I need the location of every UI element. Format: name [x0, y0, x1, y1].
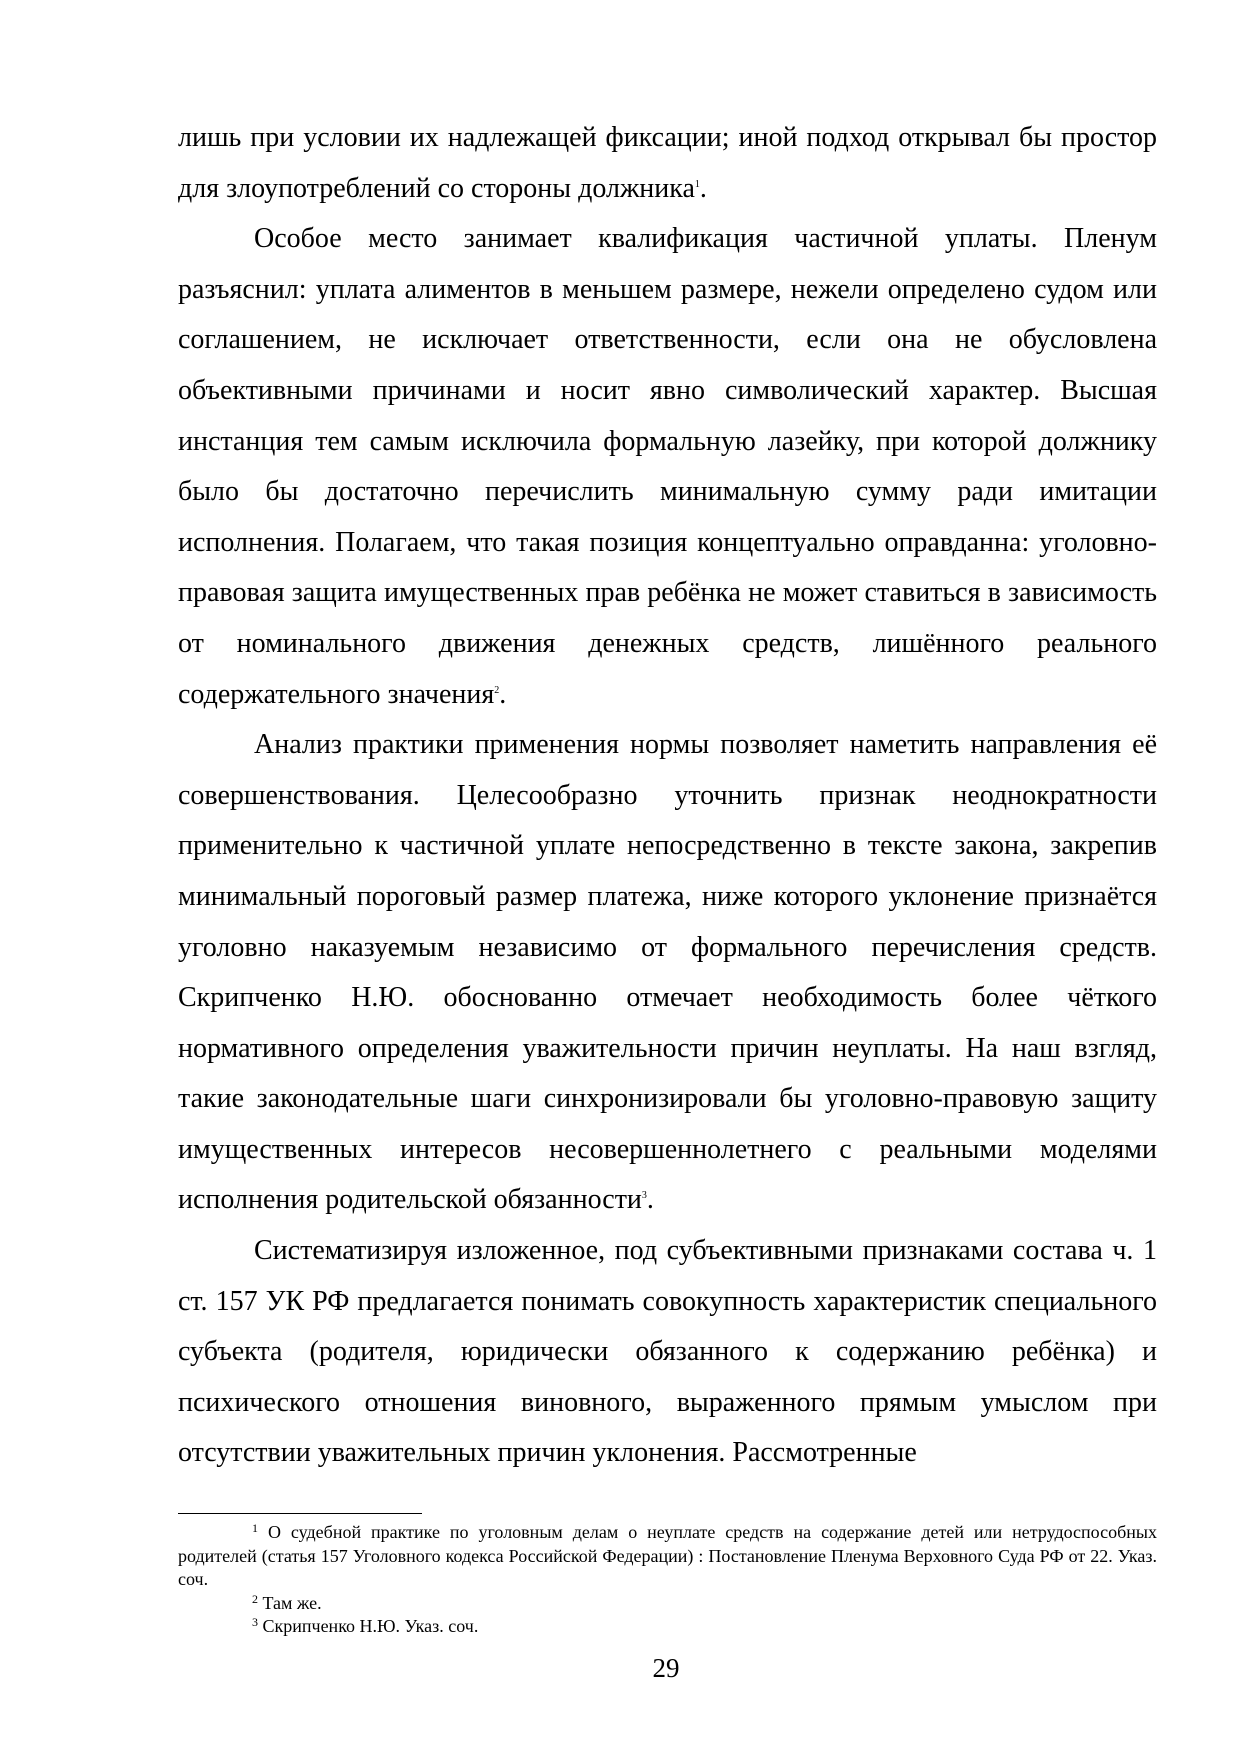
- footnote-1: [178, 1521, 1157, 1592]
- footnote-mark: 3: [252, 1615, 258, 1629]
- paragraph-1: [178, 113, 1157, 214]
- footnote-text: Там же.: [258, 1592, 322, 1613]
- footnote-reference: 1: [694, 178, 700, 190]
- page-number: 29: [652, 1653, 680, 1683]
- paragraph-3: [178, 720, 1157, 1226]
- footnote-text: О судебной практике по уголовным делам о неуплате средств на содержание детей или нетрудоспособных родителей (статья 157 Уголовного кодекса Российской Федерации) : Постановление Пленума Верховного Суда РФ от 22. Указ. соч.: [178, 1522, 1157, 1589]
- paragraph-text: Особое место занимает квалификация частичной уплаты. Пленум разъяснил: уплата алиментов в меньшем размере, нежели определено судом или соглашением, не исключает ответственности, если она не обусловлена объективными причинами и носит явно символический характер. Высшая инстанция тем самым исключила формальную лазейку, при которой должнику было бы достаточно перечислить минимальную сумму ради имитации исполнения. Полагаем, что такая позиция концептуально оправданна: уголовно-правовая защита имущественных прав ребёнка не может ставиться в зависимость от номинального движения денежных средств, лишённого реального содержательного значения: [178, 223, 1157, 710]
- footnote-3: [178, 1615, 1157, 1639]
- footnotes: [178, 1521, 1157, 1639]
- paragraph-4: [178, 1226, 1157, 1479]
- paragraph-end: .: [699, 172, 707, 204]
- footnote-reference: 3: [641, 1190, 647, 1202]
- footnote-reference: 2: [494, 684, 500, 696]
- footnote-mark: 1: [252, 1521, 258, 1535]
- body-text: [178, 113, 1157, 1479]
- paragraph-end: .: [499, 678, 507, 710]
- footnote-text: Скрипченко Н.Ю. Указ. соч.: [258, 1616, 479, 1636]
- paragraph-text: Систематизируя изложенное, под субъективными признаками состава ч. 1 ст. 157 УК РФ предлагается понимать совокупность характеристик специального субъекта (родителя, юридически обязанного к содержанию ребёнка) и психического отношения виновного, выраженного прямым умыслом при отсутствии уважительных причин уклонения. Рассмотренные: [178, 1235, 1157, 1469]
- footnote-mark: 2: [252, 1591, 258, 1606]
- footnote-separator: [178, 1513, 422, 1514]
- paragraph-end: .: [646, 1184, 654, 1216]
- paragraph-2: [178, 214, 1157, 720]
- paragraph-text: Анализ практики применения нормы позволяет наметить направления её совершенствования. Целесообразно уточнить признак неоднократности применительно к частичной уплате непосредственно в тексте закона, закрепив минимальный пороговый размер платежа, ниже которого уклонение признаётся уголовно наказуемым независимо от формального перечисления средств. Скрипченко Н.Ю. обоснованно отмечает необходимость более чёткого нормативного определения уважительности причин неуплаты. На наш взгляд, такие законодательные шаги синхронизировали бы уголовно-правовую защиту имущественных интересов несовершеннолетнего с реальными моделями исполнения родительской обязанности: [178, 729, 1157, 1216]
- paragraph-text: лишь при условии их надлежащей фиксации; иной подход открывал бы простор для злоупотреблений со стороны должника: [178, 122, 1157, 204]
- footnote-2: [178, 1592, 1157, 1616]
